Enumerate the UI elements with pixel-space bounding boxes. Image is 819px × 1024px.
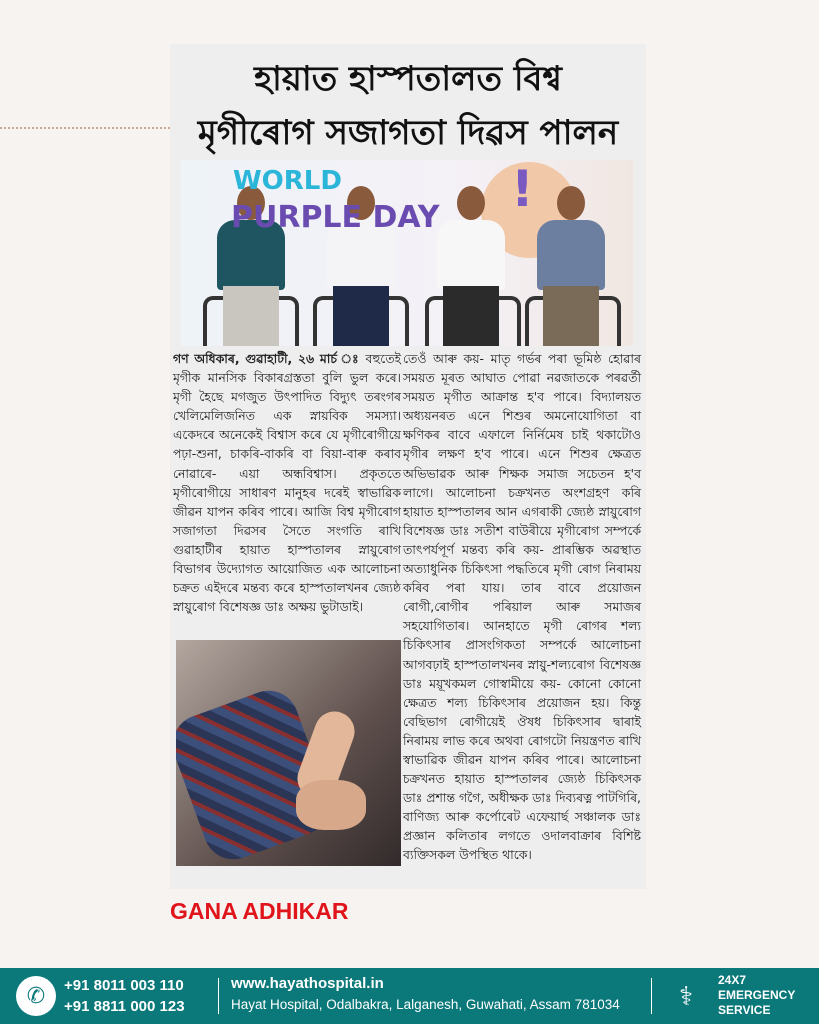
footer-bar xyxy=(0,968,819,1024)
article-column-right xyxy=(403,349,641,865)
emergency-service-label xyxy=(718,973,795,1018)
divider xyxy=(651,978,652,1014)
phone-numbers xyxy=(64,975,185,1017)
dotted-divider xyxy=(0,127,170,129)
exclamation-graphic: ! xyxy=(511,160,534,218)
headline xyxy=(170,52,646,160)
seizure-first-aid-photo xyxy=(176,640,401,866)
source-label: GANA ADHIKAR xyxy=(170,898,349,924)
phone-number-1[interactable]: +91 8011 003 110 xyxy=(64,977,184,994)
dateline: গণ অধিকাৰ, গুৱাহাটী, ২৬ মাৰ্চ ঃ xyxy=(173,351,361,366)
phone-number-2[interactable]: +91 8811 000 123 xyxy=(64,998,185,1015)
phone-icon: ✆ xyxy=(16,976,56,1016)
newspaper-clipping xyxy=(170,44,646,889)
service-text: SERVICE xyxy=(718,1003,771,1017)
headline-line-2: মৃগীৰোগ সজাগতা দিৱস পালন xyxy=(197,113,619,153)
article-body-right: তেওঁ আৰু কয়- মাতৃ গৰ্ভৰ পৰা ভূমিষ্ঠ হোৱাৰ সময়ত মূৰত আঘাত পোৱা নৱজাতকে পৰৱৰ্তী সময়ত মৃগীত আক্ৰান্ত হ'ব পাৰে। বিদ্যালয়ত অধ্যয়নৰত এনে শিশুৰ অমনোযোগিতা বা ক্ষণিকৰ বাবে এফালে নিৰ্নিমেষ চাই থকাটোও মৃগীৰ লক্ষণ হ'ব পাৰে। এনে শিশুৰ ক্ষেত্ৰত অভিভাৱক আৰু শিক্ষক সমাজ সচেতন হ'ব লাগে। আলোচনা চক্ৰখনত অংশগ্ৰহণ কৰি হায়াত হাস্পতালৰ আন এগৰাকী জ্যেষ্ঠ স্নায়ুৰোগ বিশেষজ্ঞ ডাঃ সতীশ বাউৰীয়ে মৃগীৰোগ সম্পৰ্কে তাৎপৰ্যপূৰ্ণ মন্তব্য কৰি কয়- প্ৰাৰম্ভিক অৱস্থাত অত্যাধুনিক চিকিৎসা পদ্ধতিৰে মৃগী ৰোগ নিৰাময় কৰিব পৰা যায়। তাৰ বাবে প্ৰয়োজন ৰোগী,ৰোগীৰ পৰিয়াল আৰু সমাজৰ সহযোগিতাৰ। আনহাতে মৃগী ৰোগৰ শল্য চিকিৎসাৰ প্ৰাসংগিকতা সম্পৰ্কে আলোচনা আগবঢ়াই হাস্পতালখনৰ স্নায়ু-শল্যৰোগ বিশেষজ্ঞ ডাঃ ময়ূখকমল গোস্বামীয়ে কয়- কোনো কোনো ক্ষেত্ৰত শল্য চিকিৎসাৰ প্ৰয়োজন হয়। কিন্তু বেছিভাগ ৰোগীয়েই ঔষধ চিকিৎসাৰ দ্বাৰাই নিৰাময় লাভ কৰে অথবা ৰোগটো নিয়ন্ত্ৰণত ৰাখি স্বাভাৱিক জীৱন যাপন কৰিব পাৰে। আলোচনা চক্ৰখনত হায়াত হাস্পতালৰ জ্যেষ্ঠ চিকিৎসক ডাঃ প্ৰশান্ত গগৈ, অধীক্ষক ডাঃ দিব্যৰত্ন পাটগিৰি, বাণিজ্য আৰু কৰ্পোৰেট এফেয়াৰ্ছ সঞ্চালক ডাঃ প্ৰজ্ঞান কলিতাৰ লগতে ওদালবাক্ৰাৰ বিশিষ্ট ব্যক্তিসকল উপস্থিত থাকে। xyxy=(403,351,641,863)
emergency-stethoscope-icon: ⚕ xyxy=(678,981,694,1011)
website-link[interactable]: www.hayathospital.in xyxy=(231,975,384,992)
emergency-text: EMERGENCY xyxy=(718,988,796,1002)
article-body-left: বহুতেই মৃগীক মানসিক বিকাৰগ্ৰস্ততা বুলি ভুল কৰে। মৃগী হৈছে মগজুত উৎপাদিত বিদ্যুৎ তৰংগৰ খেলিমেলিজনিত এক স্নায়বিক সমস্যা। একেদৰে অনেকেই বিশ্বাস কৰে যে মৃগীৰোগীয়ে পঢ়া-শুনা, চাকৰি-বাকৰি বা বিয়া-বাৰু কৰাব নোৱাৰে- এয়া অন্ধবিশ্বাস। প্ৰকৃততে মৃগীৰোগীয়ে সাধাৰণ মানুহৰ দৰেই স্বাভাৱিক জীৱন যাপন কৰিব পাৰে। আজি বিশ্ব মৃগীৰোগ সজাগতা দিৱসৰ সৈতে সংগতি ৰাখি গুৱাহাটীৰ হায়াত হাস্পতালৰ স্নায়ুৰোগ বিভাগৰ উদ্যোগত আয়োজিত এক আলোচনা চক্ৰত এইদৰে মন্তব্য কৰে হাস্পতালখনৰ জ্যেষ্ঠ স্নায়ুৰোগ বিশেষজ্ঞ ডাঃ অক্ষয় ভুটাডাই। xyxy=(173,351,401,615)
divider xyxy=(218,978,219,1014)
banner-text-purple-day: PURPLE DAY xyxy=(231,200,440,235)
panelist xyxy=(429,186,513,346)
article-column-left xyxy=(173,349,401,616)
event-photo xyxy=(181,160,633,346)
banner-text-world: WORLD xyxy=(233,166,342,196)
address: Hayat Hospital, Odalbakra, Lalganesh, Guwahati, Assam 781034 xyxy=(231,997,620,1012)
panelist xyxy=(529,186,613,346)
emergency-24x7: 24X7 xyxy=(718,973,747,987)
headline-line-1: হায়াত হাস্পতালত বিশ্ব xyxy=(254,59,562,99)
